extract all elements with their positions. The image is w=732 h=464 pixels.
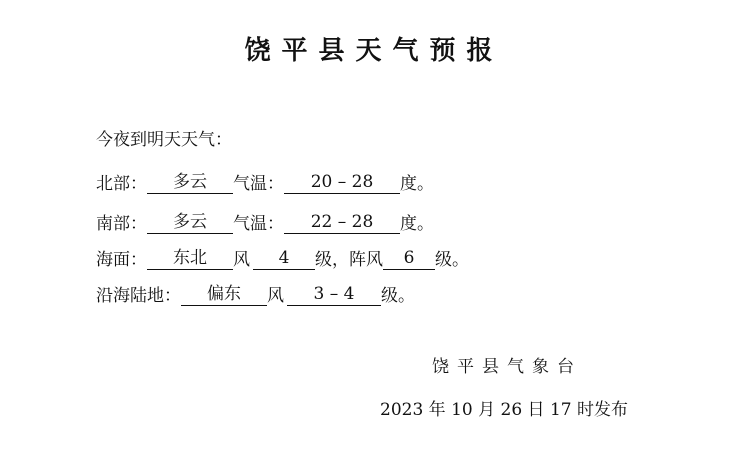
sea-wind-level: 4 — [253, 248, 315, 270]
north-temp-label: 气温： — [233, 174, 284, 194]
sea-gust-label: 级，阵风 — [315, 250, 383, 270]
intro-text: 今夜到明天天气： — [96, 130, 232, 150]
north-label: 北部： — [96, 174, 147, 194]
south-temp-value: 22 – 28 — [284, 212, 400, 234]
south-label: 南部： — [96, 214, 147, 234]
sea-wind-direction: 东北 — [147, 248, 233, 270]
north-temp-value: 20 – 28 — [284, 172, 400, 194]
south-temp-label: 气温： — [233, 214, 284, 234]
south-forecast-line — [96, 212, 434, 236]
north-temp-unit: 度。 — [400, 174, 434, 194]
forecast-title: 饶平县天气预报 — [244, 36, 504, 66]
issue-time: 2023 年 10 月 26 日 17 时发布 — [380, 400, 628, 420]
coast-label: 沿海陆地： — [96, 286, 181, 306]
coast-forecast-line — [96, 284, 415, 308]
issuing-office: 饶平县气象台 — [432, 357, 582, 377]
south-temp-unit: 度。 — [400, 214, 434, 234]
sea-forecast-line — [96, 248, 469, 272]
coast-wind-label: 风 — [267, 286, 284, 306]
sea-wind-label: 风 — [233, 250, 250, 270]
north-forecast-line — [96, 172, 434, 196]
south-weather-value: 多云 — [147, 212, 233, 234]
intro-line — [96, 128, 232, 152]
coast-level-suffix: 级。 — [381, 286, 415, 306]
north-weather-value: 多云 — [147, 172, 233, 194]
sea-gust-level: 6 — [383, 248, 435, 270]
sea-gust-suffix: 级。 — [435, 250, 469, 270]
sea-label: 海面： — [96, 250, 147, 270]
coast-wind-direction: 偏东 — [181, 284, 267, 306]
coast-wind-level: 3 – 4 — [287, 284, 381, 306]
